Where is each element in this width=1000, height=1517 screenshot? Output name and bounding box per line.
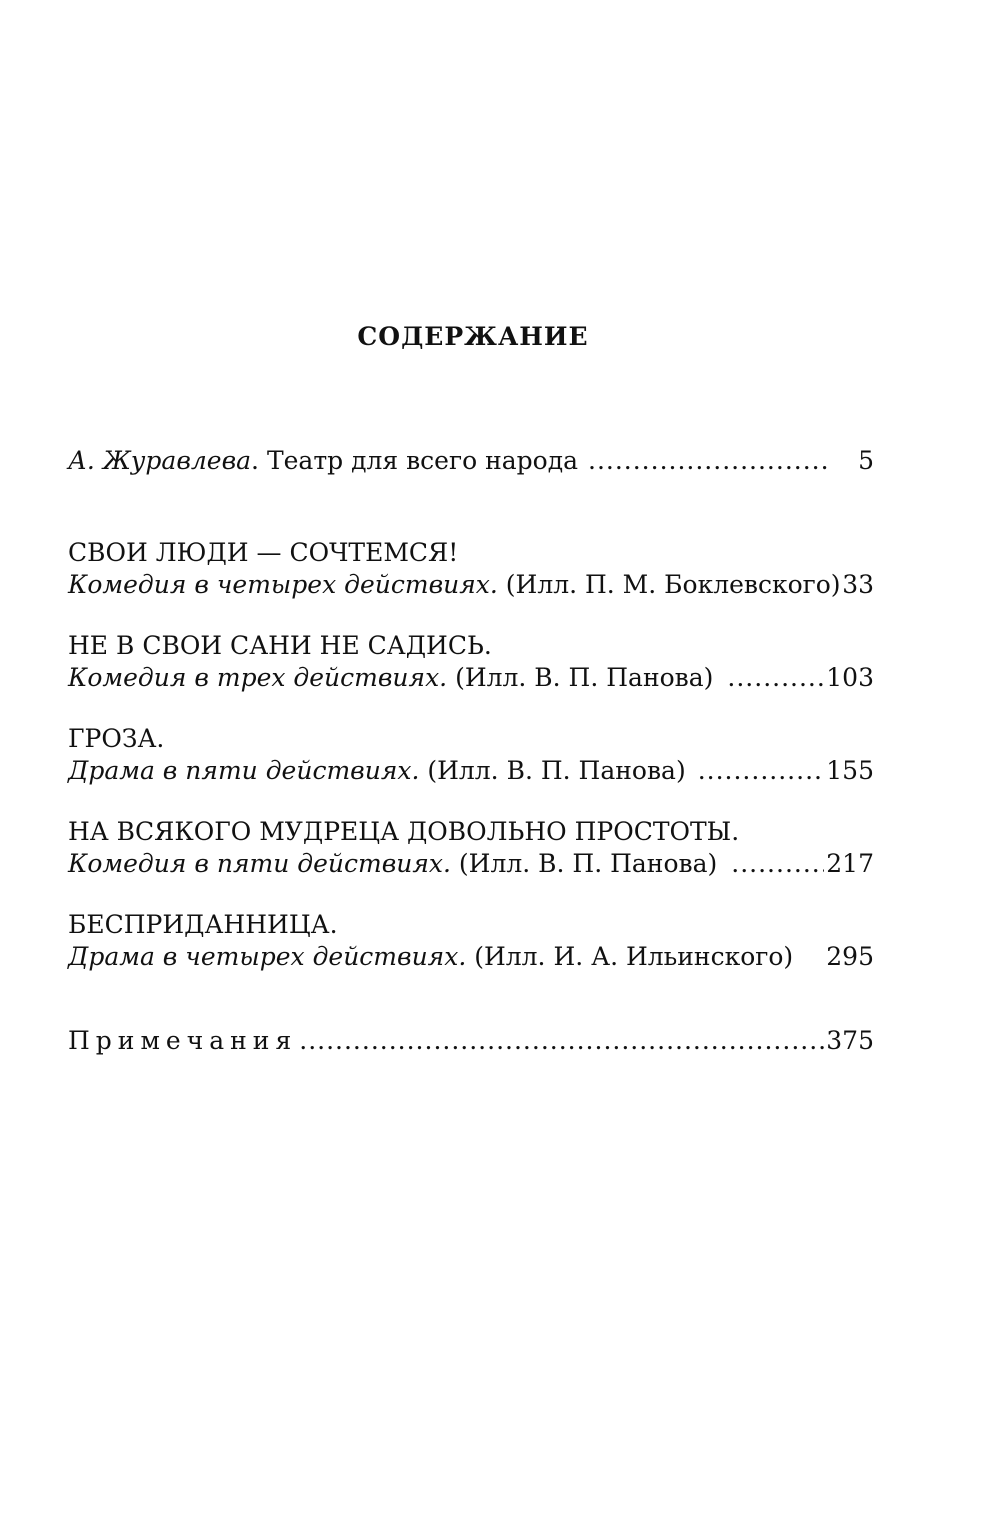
work-title: ГРОЗА. [68,724,165,753]
work-subtitle-row [68,570,874,600]
work-genre: Комедия в пяти действиях. [68,849,451,878]
work-title: НА ВСЯКОГО МУДРЕЦА ДОВОЛЬНО ПРОСТОТЫ. [68,817,740,846]
toc-entry-intro [68,446,874,476]
work-genre: Комедия в четырех действиях. [68,570,498,599]
leader-dots [727,663,824,693]
work-illustrator: (Илл. В. П. Панова) [419,756,686,785]
intro-separator: . [251,446,267,475]
work-subtitle-row [68,849,874,879]
page-number: 33 [842,570,874,599]
page-number: 217 [826,849,874,878]
work-illustrator: (Илл. П. М. Боклевского) [497,570,841,599]
toc-entry-notes [68,1026,874,1056]
page-number: 5 [858,446,874,475]
work-genre: Драма в четырех действиях. [68,942,467,971]
work-illustrator: (Илл. И. А. Ильинского) [466,942,794,971]
notes-title: Примечания [68,1026,298,1055]
page-number: 103 [826,663,874,692]
work-subtitle [68,663,713,693]
work-illustrator: (Илл. В. П. Панова) [447,663,714,692]
work-genre: Комедия в трех действиях. [68,663,448,692]
work-subtitle-row [68,942,874,972]
leader-dots [698,756,825,786]
work-illustrator: (Илл. В. П. Панова) [450,849,718,878]
work-subtitle [68,849,717,879]
page-title: СОДЕРЖАНИЕ [357,322,589,351]
page-number: 155 [826,756,874,785]
intro-title: Театр для всего народа [266,446,578,475]
work-title: НЕ В СВОИ САНИ НЕ САДИСЬ. [68,631,492,660]
work-subtitle [68,570,841,600]
work-subtitle [68,942,793,972]
work-title: СВОИ ЛЮДИ — СОЧТЕМСЯ! [68,538,459,567]
leader-dots [588,446,830,476]
page-number: 295 [826,942,874,971]
work-subtitle [68,756,686,786]
work-subtitle-row [68,663,874,693]
intro-label [68,446,578,476]
work-subtitle-row [68,756,874,786]
leader-dots [731,849,824,879]
leader-dots [299,1026,824,1056]
intro-author: А. Журавлева [68,446,252,475]
page-number: 375 [826,1026,874,1055]
work-title: БЕСПРИДАННИЦА. [68,910,338,939]
work-genre: Драма в пяти действиях. [68,756,420,785]
